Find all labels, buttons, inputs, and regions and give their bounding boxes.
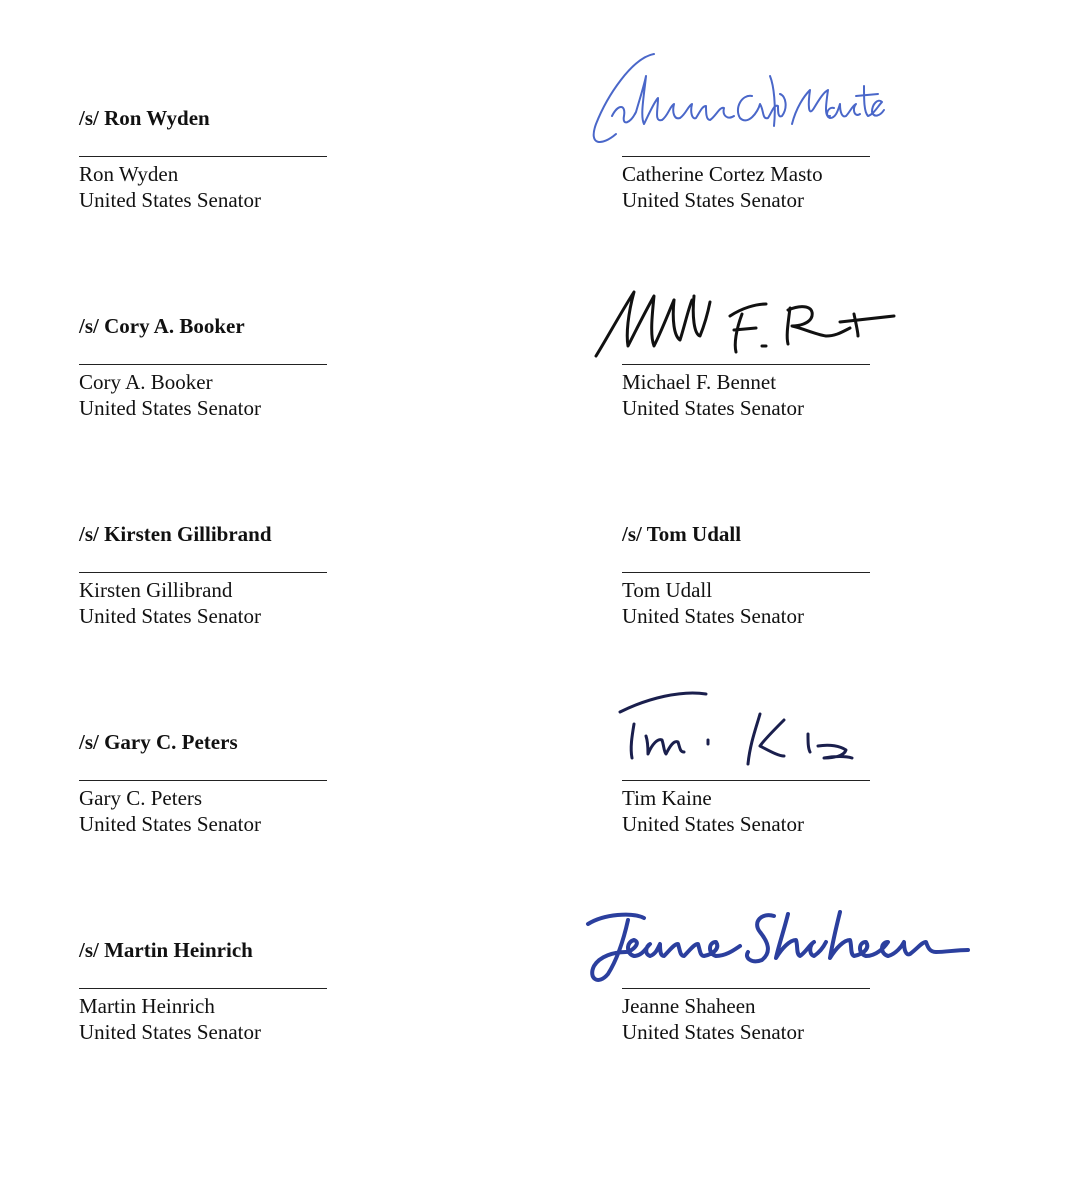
slash-signature: /s/ Ron Wyden	[79, 106, 210, 130]
signatory-title: United States Senator	[79, 812, 261, 836]
slash-signature: /s/ Tom Udall	[622, 522, 742, 546]
signatory-title: United States Senator	[79, 604, 261, 628]
signature-line	[79, 156, 327, 157]
slash-signature: /s/ Martin Heinrich	[79, 938, 253, 962]
signature-line	[622, 988, 870, 989]
signatory-name: Jeanne Shaheen	[622, 994, 756, 1018]
signature-line	[79, 988, 327, 989]
signatory-title: United States Senator	[622, 396, 804, 420]
signatory-name: Kirsten Gillibrand	[79, 578, 233, 602]
signatory-name: Martin Heinrich	[79, 994, 215, 1018]
signature-line	[79, 364, 327, 365]
signature-line	[622, 572, 870, 573]
signature-line	[79, 780, 327, 781]
signatory-name: Cory A. Booker	[79, 370, 213, 394]
signatory-name: Gary C. Peters	[79, 786, 203, 810]
signature-line	[79, 572, 327, 573]
handwritten-signature	[582, 46, 892, 156]
handwritten-signature	[592, 274, 902, 364]
handwritten-signature	[618, 684, 878, 774]
signatory-name: Tim Kaine	[622, 786, 712, 810]
signatory-name: Catherine Cortez Masto	[622, 162, 823, 186]
signatory-title: United States Senator	[622, 1020, 804, 1044]
slash-signature: /s/ Kirsten Gillibrand	[79, 522, 272, 546]
signatory-title: United States Senator	[79, 396, 261, 420]
signature-line	[622, 780, 870, 781]
signatory-title: United States Senator	[79, 1020, 261, 1044]
signatory-title: United States Senator	[622, 812, 804, 836]
signatory-name: Ron Wyden	[79, 162, 179, 186]
signatory-title: United States Senator	[622, 604, 804, 628]
slash-signature: /s/ Gary C. Peters	[79, 730, 238, 754]
signature-line	[622, 156, 870, 157]
signatory-name: Tom Udall	[622, 578, 713, 602]
signature-line	[622, 364, 870, 365]
signatory-name: Michael F. Bennet	[622, 370, 777, 394]
signatory-title: United States Senator	[79, 188, 261, 212]
signatory-title: United States Senator	[622, 188, 804, 212]
slash-signature: /s/ Cory A. Booker	[79, 314, 245, 338]
handwritten-signature	[584, 908, 974, 988]
